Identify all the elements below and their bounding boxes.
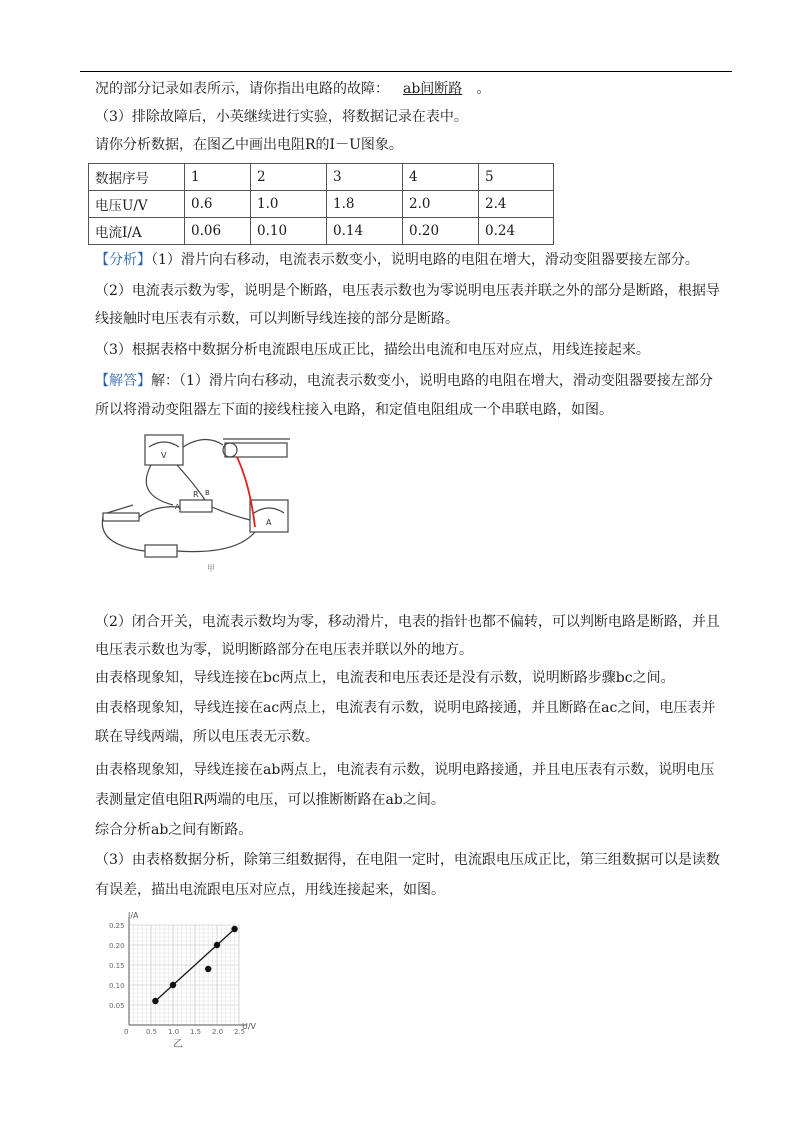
solution-s2a: （2）闭合开关，电流表示数均为零，移动滑片，电表的指针也都不偏转，可以判断电路是断路，并且 — [95, 614, 720, 630]
table-cell: 2.4 — [479, 191, 554, 218]
solution-s5b: 表测量定值电阻R两端的电压，可以推断断路在ab之间。 — [95, 792, 445, 808]
analysis-p3: （3）根据表格中数据分析电流跟电压成正比，描绘出电流和电压对应点，用线连接起来。 — [95, 342, 650, 358]
answer-suffix: 。 — [476, 81, 491, 97]
voltmeter-dial — [149, 442, 179, 447]
resistor-label: R — [193, 490, 199, 499]
voltmeter-label: V — [161, 451, 167, 460]
table-header-row — [89, 164, 554, 191]
table-cell: 1 — [185, 164, 251, 191]
table-cell: 电压U/V — [89, 191, 185, 218]
solution-s4a: 由表格现象知，导线连接在ac两点上，电流表有示数，说明电路接通，并且断路在ac之间，电压表并 — [95, 700, 716, 716]
answer-line — [95, 79, 735, 99]
ammeter-body — [250, 500, 288, 532]
table-cell: 0.6 — [185, 191, 251, 218]
table-cell: 0.20 — [403, 218, 479, 245]
table-row — [89, 191, 554, 218]
data-point — [214, 942, 220, 948]
y-tick-label: 0.10 — [109, 982, 125, 990]
analysis-text: （1）滑片向右移动，电流表示数变小，说明电路的电阻在增大，滑动变阻器要接左部分。 — [151, 252, 699, 268]
data-point — [205, 966, 211, 972]
voltmeter-body — [145, 435, 183, 465]
figure-caption: 甲 — [207, 564, 215, 573]
y-axis-label: I/A — [128, 911, 139, 920]
table-cell: 1.8 — [327, 191, 403, 218]
y-tick-label: 0.25 — [109, 922, 125, 930]
data-point — [231, 926, 237, 932]
table-cell: 2 — [251, 164, 327, 191]
y-tick-label: 0.15 — [109, 962, 125, 970]
x-tick-label: 2.0 — [212, 1028, 224, 1036]
solution-s4b: 联在导线两端，所以电压表无示数。 — [95, 729, 319, 745]
point-b-label: B — [205, 489, 210, 497]
table-cell: 数据序号 — [89, 164, 185, 191]
chart-caption: 乙 — [173, 1039, 183, 1050]
circuit-diagram — [95, 425, 305, 580]
answer-prefix: 况的部分记录如表所示，请你指出电路的故障： — [95, 81, 389, 97]
analysis-p2b: 线接触时电压表有示数，可以判断导线连接的部分是断路。 — [95, 311, 459, 327]
resistor-body — [180, 500, 212, 512]
solution-tag: 【解答】 — [95, 373, 151, 389]
x-tick-label: 0.5 — [146, 1028, 158, 1036]
ammeter-label: A — [266, 518, 272, 527]
table-cell: 4 — [403, 164, 479, 191]
table-cell: 1.0 — [251, 191, 327, 218]
battery-body — [145, 545, 177, 557]
question-3: （3）排除故障后，小英继续进行实验，将数据记录在表中。 — [95, 109, 468, 125]
solution-s1b: 所以将滑动变阻器左下面的接线柱接入电路，和定值电阻组成一个串联电路，如图。 — [95, 402, 613, 418]
solution-s1a — [95, 371, 735, 391]
table-cell: 5 — [479, 164, 554, 191]
solution-s2b: 电压表示数也为零，说明断路部分在电压表并联以外的地方。 — [95, 642, 473, 658]
analysis-p1 — [95, 250, 735, 270]
prompt-text: 请你分析数据，在图乙中画出电阻R的I－U图象。 — [95, 137, 403, 153]
data-point — [152, 998, 158, 1004]
x-tick-label: 1.5 — [190, 1028, 202, 1036]
x-tick-label: 2.5 — [234, 1028, 246, 1036]
table-row — [89, 218, 554, 245]
solution-text: 解：（1）滑片向右移动，电流表示数变小，说明电路的电阻在增大，滑动变阻器要接左部分 — [151, 373, 713, 389]
iu-chart — [95, 905, 265, 1050]
analysis-tag: 【分析】 — [95, 252, 151, 268]
solution-s6: 综合分析ab之间有断路。 — [95, 822, 253, 838]
table-cell: 0.06 — [185, 218, 251, 245]
red-wire — [237, 457, 255, 527]
analysis-p2a: （2）电流表示数为零，说明是个断路，电压表示数也为零说明电压表并联之外的部分是断路，根据导 — [95, 283, 720, 299]
data-point — [170, 982, 176, 988]
table-cell: 0.14 — [327, 218, 403, 245]
solution-s3: 由表格现象知，导线连接在bc两点上，电流表和电压表还是没有示数，说明断路步骤bc之间。 — [95, 670, 675, 686]
table-cell: 电流I/A — [89, 218, 185, 245]
table-cell: 0.10 — [251, 218, 327, 245]
table-cell: 3 — [327, 164, 403, 191]
x-axis-label: U/V — [242, 1022, 257, 1031]
x-tick-label: 0 — [124, 1028, 129, 1036]
header-rule — [80, 71, 732, 72]
solution-s5a: 由表格现象知，导线连接在ab两点上，电流表有示数，说明电路接通，并且电压表有示数，说明电压 — [95, 762, 715, 778]
solution-s7a: （3）由表格数据分析，除第三组数据得，在电阻一定时，电流跟电压成正比，第三组数据可以是读数 — [95, 852, 720, 868]
fault-answer: ab间断路 — [403, 81, 463, 97]
point-a-label: A — [175, 503, 180, 511]
table-cell: 0.24 — [479, 218, 554, 245]
x-tick-label: 1.0 — [168, 1028, 180, 1036]
table-cell: 2.0 — [403, 191, 479, 218]
solution-s7b: 有误差，描出电流跟电压对应点，用线连接起来，如图。 — [95, 882, 445, 898]
y-tick-label: 0.05 — [109, 1002, 125, 1010]
data-table — [88, 163, 554, 245]
y-tick-label: 0.20 — [109, 942, 125, 950]
